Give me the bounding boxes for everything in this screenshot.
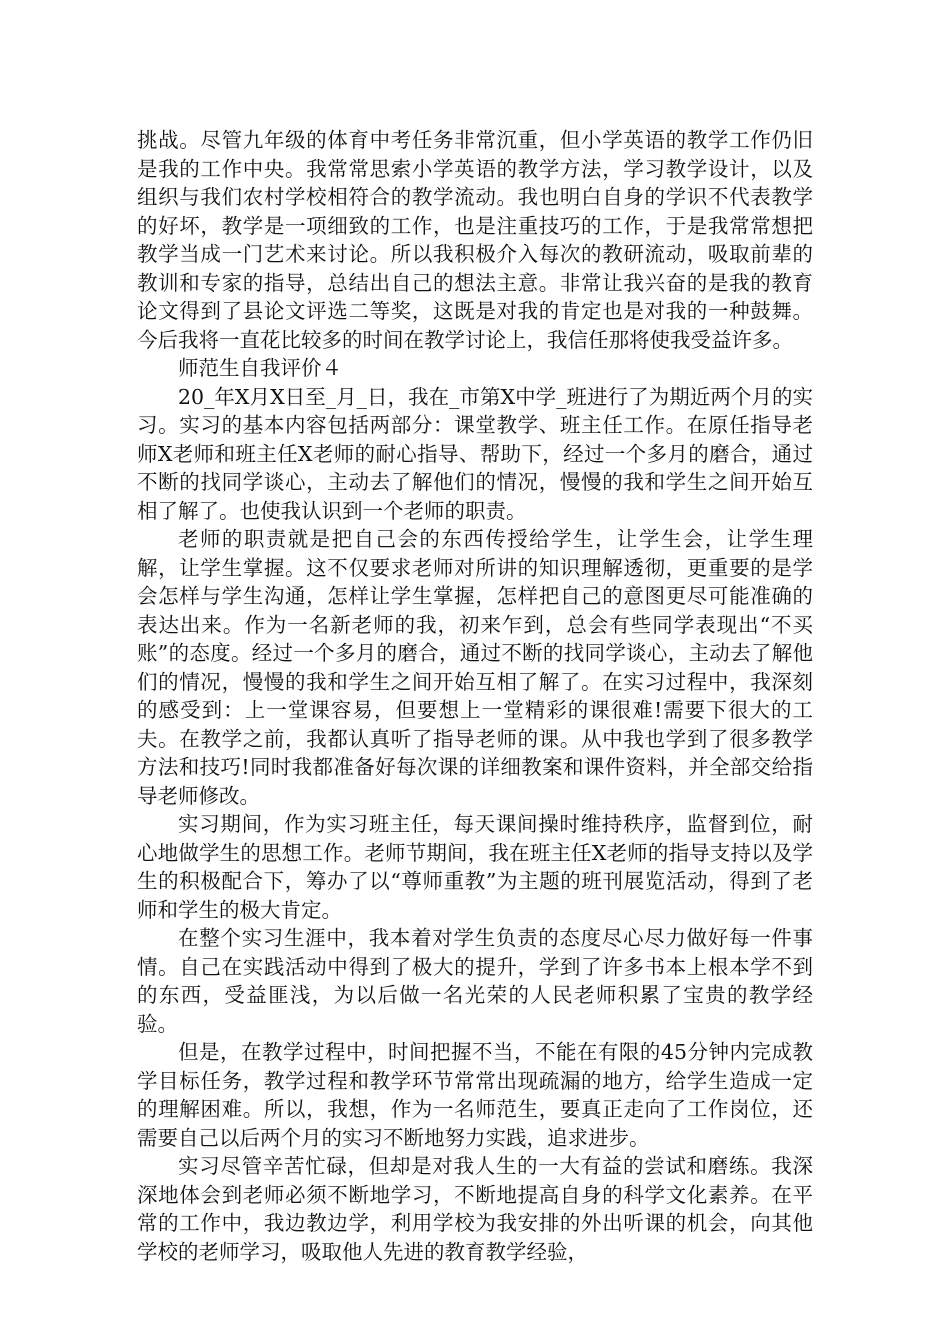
paragraph-7: 实习尽管辛苦忙碌，但却是对我人生的一大有益的尝试和磨练。我深深地体会到老师必须不断地学习，不断地提高自身的科学文化素养。在平常的工作中，我边教边学，利用学校为我安排的外出听课的机会，向其他学校的老师学习，吸取他人先进的教育教学经验，: [137, 1154, 813, 1264]
paragraph-3: 老师的职责就是把自己会的东西传授给学生，让学生会，让学生理解，让学生掌握。这不仅要求老师对所讲的知识理解透彻，更重要的是学会怎样与学生沟通，怎样让学生掌握，怎样把自己的意图更尽可能准确的表达出来。作为一名新老师的我，初来乍到，总会有些同学表现出“不买账”的态度。经过一个多月的磨合，通过不断的找同学谈心，主动去了解他们的情况，慢慢的我和学生之间开始互相了解了。在实习过程中，我深刻的感受到：上一堂课容易，但要想上一堂精彩的课很难!需要下很大的工夫。在教学之前，我都认真听了指导老师的课。从中我也学到了很多教学方法和技巧!同时我都准备好每次课的详细教案和课件资料，并全部交给指导老师修改。: [137, 527, 813, 808]
paragraph-6: 但是，在教学过程中，时间把握不当，不能在有限的45分钟内完成教学目标任务，教学过程和教学环节常常出现疏漏的地方，给学生造成一定的理解困难。所以，我想，作为一名师范生，要真正走向了工作岗位，还需要自己以后两个月的实习不断地努力实践，追求进步。: [137, 1040, 813, 1150]
paragraph-4: 实习期间，作为实习班主任，每天课间操时维持秩序，监督到位，耐心地做学生的思想工作。老师节期间，我在班主任X老师的指导支持以及学生的积极配合下，筹办了以“尊师重教”为主题的班刊展览活动，得到了老师和学生的极大肯定。: [137, 812, 813, 922]
paragraph-1: 挑战。尽管九年级的体育中考任务非常沉重，但小学英语的教学工作仍旧是我的工作中央。我常常思索小学英语的教学方法，学习教学设计，以及组织与我们农村学校相符合的教学流动。我也明白自身的学识不代表教学的好坏，教学是一项细致的工作，也是注重技巧的工作，于是我常常想把教学当成一门艺术来讨论。所以我积极介入每次的教研流动，吸取前辈的教训和专家的指导，总结出自己的想法主意。非常让我兴奋的是我的教育论文得到了县论文评选二等奖，这既是对我的肯定也是对我的一种鼓舞。今后我将一直花比较多的时间在教学讨论上，我信任那将使我受益许多。: [137, 128, 813, 352]
section-heading: 师范生自我评价４: [178, 356, 342, 380]
paragraph-2: 20_年X月X日至_月_日，我在_市第X中学_班进行了为期近两个月的实习。实习的基本内容包括两部分：课堂教学、班主任工作。在原任指导老师X老师和班主任X老师的耐心指导、帮助下，经过一个多月的磨合，通过不断的找同学谈心，主动去了解他们的情况，慢慢的我和学生之间开始互相了解了。也使我认识到一个老师的职责。: [137, 384, 813, 523]
document-page: [137, 126, 813, 1266]
paragraph-5: 在整个实习生涯中，我本着对学生负责的态度尽心尽力做好每一件事情。自己在实践活动中得到了极大的提升，学到了许多书本上根本学不到的东西，受益匪浅，为以后做一名光荣的人民老师积累了宝贵的教学经验。: [137, 926, 813, 1036]
